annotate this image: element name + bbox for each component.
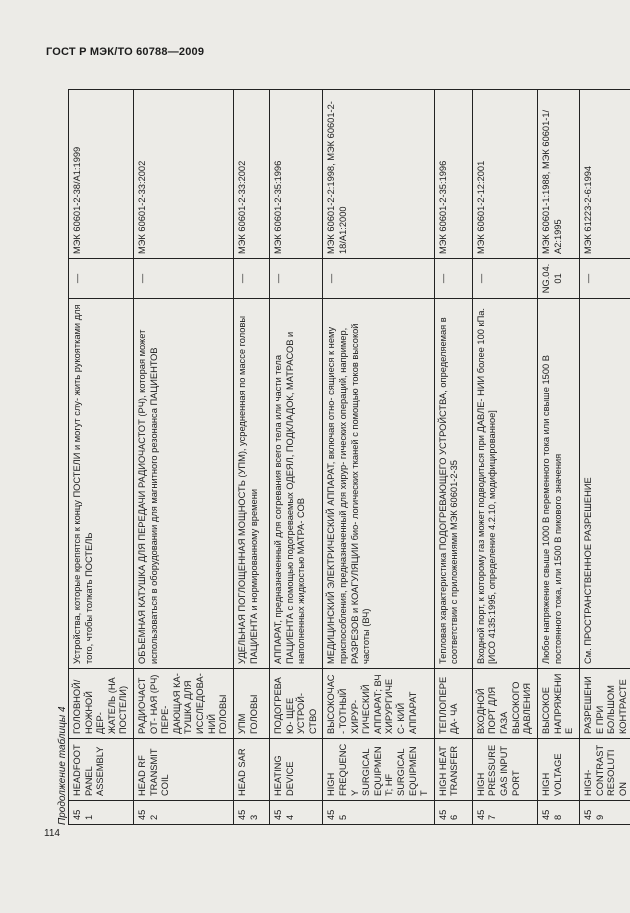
definition: См. ПРОСТРАНСТВЕННОЕ РАЗРЕШЕНИЕ xyxy=(579,299,630,669)
english-term: HIGH-CONTRAST RESOLUTION xyxy=(579,739,630,801)
row-number: 456 xyxy=(434,801,472,825)
row-number: 457 xyxy=(472,801,537,825)
english-term: HEATING DEVICE xyxy=(269,739,322,801)
table-caption: Продолжение таблицы 4 xyxy=(57,706,68,825)
table-row xyxy=(537,90,579,825)
table-body xyxy=(69,90,630,825)
russian-term: РАЗРЕШЕНИЕ ПРИ БОЛЬШОМ КОНТРАСТЕ xyxy=(579,669,630,739)
table-row xyxy=(472,90,537,825)
definition: Устройства, которые крепятся к концу ПОСТЕЛИ и могут слу- жить рукоятками для того, чтобы толкать ПОСТЕЛЬ xyxy=(69,299,134,669)
row-number: 451 xyxy=(69,801,134,825)
terms-table xyxy=(68,89,630,825)
source-reference: МЭК 60601-2-33:2002 xyxy=(134,90,234,259)
definition: ОБЪЕМНАЯ КАТУШКА ДЛЯ ПЕРЕДАЧИ РАДИОЧАСТОТ (РЧ), которая может использоваться в оборудовании для магнитного резонанса ПАЦИЕНТОВ xyxy=(134,299,234,669)
table-row xyxy=(134,90,234,825)
row-number: 454 xyxy=(269,801,322,825)
row-number: 455 xyxy=(323,801,434,825)
table-row xyxy=(323,90,434,825)
definition: Тепловая характеристика ПОДОГРЕВАЮЩЕГО УСТРОЙСТВА, определяемая в соответствии с приложениями МЭК 60601-2-35 xyxy=(434,299,472,669)
row-number: 452 xyxy=(134,801,234,825)
rotated-table-container xyxy=(68,90,628,825)
source-reference: МЭК 60601-2-38/А1:1999 xyxy=(69,90,134,259)
english-term: HIGH VOLTAGE xyxy=(537,739,579,801)
source-reference: МЭК 61223-2-6:1994 xyxy=(579,90,630,259)
note: — xyxy=(269,259,322,299)
note: — xyxy=(472,259,537,299)
english-term: HIGH HEAT TRANSFER xyxy=(434,739,472,801)
note: — xyxy=(434,259,472,299)
table-row xyxy=(434,90,472,825)
russian-term: ВЫСОКОЧАС- ТОТНЫЙ ХИРУР- ГИЧЕСКИЙ АППАРАТ; ВЧ ХИРУРГИЧЕС- КИЙ АППАРАТ xyxy=(323,669,434,739)
source-reference: МЭК 60601-2-33:2002 xyxy=(233,90,269,259)
note: — xyxy=(233,259,269,299)
row-number: 458 xyxy=(537,801,579,825)
english-term: HEAD RF TRANSMIT COIL xyxy=(134,739,234,801)
caption-box xyxy=(44,90,68,825)
source-reference: МЭК 60601-2-35:1996 xyxy=(434,90,472,259)
russian-term: ТЕПЛОПЕРЕДА- ЧА xyxy=(434,669,472,739)
russian-term: РАДИОЧАСТОТ- НАЯ (РЧ) ПЕРЕ- ДАЮЩАЯ КА- ТУШКА ДЛЯ ИССЛЕДОВА- НИЙ ГОЛОВЫ xyxy=(134,669,234,739)
definition: АППАРАТ, предназначенный для согревания всего тела или части тела ПАЦИЕНТА с помощью подогреваемых ОДЕЯЛ, ПОДКЛАДОК, МАТРАСОВ и наполненных жидкостью МАТРА- СОВ xyxy=(269,299,322,669)
row-number: 453 xyxy=(233,801,269,825)
table-row xyxy=(269,90,322,825)
definition: Любое напряжение свыше 1000 В переменного тока или свыше 1500 В постоянного тока, или 1500 В пикового значения xyxy=(537,299,579,669)
source-reference: МЭК 60601-2-2:1998, МЭК 60601-2-18/А1:2000 xyxy=(323,90,434,259)
russian-term: ГОЛОВНОЙ/ НОЖНОЙ ДЕР- ЖАТЕЛЬ (НА ПОСТЕЛИ) xyxy=(69,669,134,739)
english-term: HEAD SAR xyxy=(233,739,269,801)
english-term: HEADFOOT PANEL ASSEMBLY xyxy=(69,739,134,801)
russian-term: ПОДОГРЕВАЮ- ЩЕЕ УСТРОЙ- СТВО xyxy=(269,669,322,739)
note: — xyxy=(69,259,134,299)
page-number: 114 xyxy=(44,828,60,839)
note: — xyxy=(579,259,630,299)
definition: УДЕЛЬНАЯ ПОГЛОЩЕННАЯ МОЩНОСТЬ (УПМ), усредненная по массе головы ПАЦИЕНТА и нормированному времени xyxy=(233,299,269,669)
note: — xyxy=(134,259,234,299)
row-number: 459 xyxy=(579,801,630,825)
table-row xyxy=(69,90,134,825)
document-header: ГОСТ Р МЭК/ТО 60788—2009 xyxy=(46,46,205,58)
table-wrap xyxy=(68,90,628,825)
table-row xyxy=(233,90,269,825)
russian-term: УПМ ГОЛОВЫ xyxy=(233,669,269,739)
note: NG.04.01 xyxy=(537,259,579,299)
source-reference: МЭК 60601-2-35:1996 xyxy=(269,90,322,259)
definition: МЕДИЦИНСКИЙ ЭЛЕКТРИЧЕСКИЙ АППАРАТ, включая отно- сящиеся к нему приспособления, предназначенный для хирур- гических операций, например, РАЗРЕЗОВ и КОАГУЛЯЦИИ био- логических тканей с помощью токов высокой частоты (ВЧ) xyxy=(323,299,434,669)
definition: Входной порт, к которому газ может подводиться при ДАВЛЕ- НИИ более 100 кПа. [ИСО 4135:1995, определение 4.2.10, модифицированное] xyxy=(472,299,537,669)
table-row xyxy=(579,90,630,825)
russian-term: ВХОДНОЙ ПОРТ ДЛЯ ГАЗА ВЫСОКОГО ДАВЛЕНИЯ xyxy=(472,669,537,739)
source-reference: МЭК 60601-2-12:2001 xyxy=(472,90,537,259)
note: — xyxy=(323,259,434,299)
source-reference: МЭК 60601-1:1988, МЭК 60601-1/А2:1995 xyxy=(537,90,579,259)
russian-term: ВЫСОКОЕ НАПРЯЖЕНИЕ xyxy=(537,669,579,739)
english-term: HIGH FREQUENCY SURGICAL EQUIPMENT; HF SURGICAL EQUIPMENT xyxy=(323,739,434,801)
english-term: HIGH PRESSURE GAS INPUT PORT xyxy=(472,739,537,801)
